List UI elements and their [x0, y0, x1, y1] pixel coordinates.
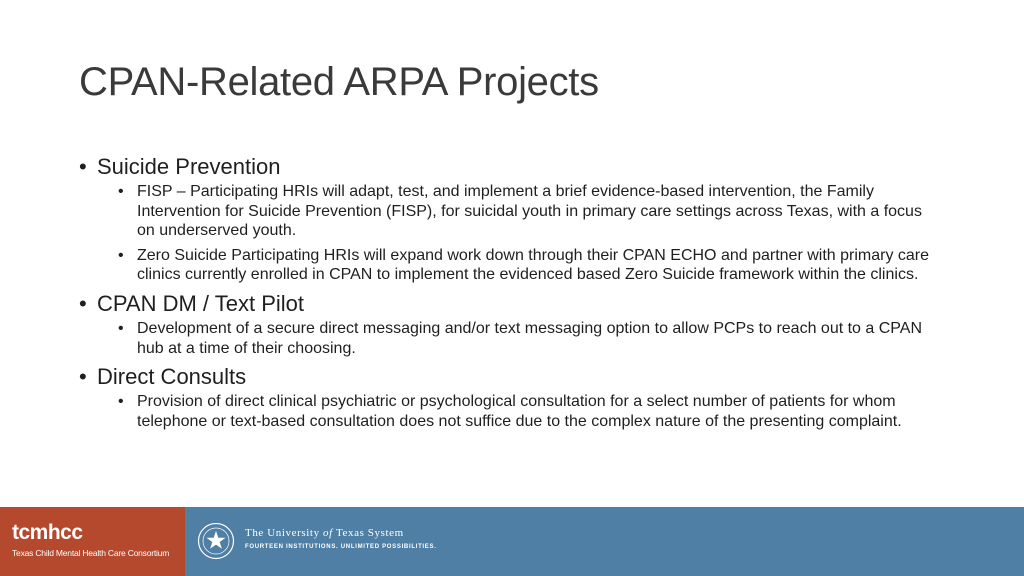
ut-system-name: The University of Texas System — [245, 527, 404, 539]
ut-seal-icon — [197, 522, 235, 560]
slide-content — [79, 154, 959, 436]
slide-title: CPAN-Related ARPA Projects — [79, 60, 599, 104]
ut-system-tagline: FOURTEEN INSTITUTIONS. UNLIMITED POSSIBILITIES. — [245, 544, 437, 550]
bullet-cpan-dm-text-pilot: • CPAN DM / Text Pilot — [79, 291, 959, 317]
ut-system-block — [185, 507, 1024, 576]
cpan-dm-subbullets — [79, 319, 959, 358]
sub-bullet-direct-messaging: • Development of a secure direct messaging and/or text messaging option to allow PCPs to reach out to a CPAN hub at a time of their choosing. — [118, 319, 937, 358]
sub-bullet-direct-consultation: • Provision of direct clinical psychiatric or psychological consultation for a select number of patients for whom telephone or text-based consultation does not suffice due to the complex nature of the presenting complaint. — [118, 392, 937, 431]
bullet-direct-consults: • Direct Consults — [79, 364, 959, 390]
direct-consults-subbullets — [79, 392, 959, 431]
suicide-prevention-subbullets — [79, 182, 959, 285]
tcmhcc-logo-block — [0, 507, 185, 576]
tcmhcc-logo: tcmhcc — [12, 521, 83, 544]
sub-bullet-zero-suicide: • Zero Suicide Participating HRIs will expand work down through their CPAN ECHO and partner with primary care clinics currently enrolled in CPAN to implement the evidenced based Zero Suicide framework within the clinics. — [118, 246, 937, 285]
footer-bar — [0, 507, 1024, 576]
bullet-suicide-prevention: • Suicide Prevention — [79, 154, 959, 180]
tcmhcc-logo-subtitle: Texas Child Mental Health Care Consortium — [12, 548, 170, 558]
sub-bullet-fisp: • FISP – Participating HRIs will adapt, test, and implement a brief evidence-based intervention, the Family Intervention for Suicide Prevention (FISP), for suicidal youth in primary care settings across Texas, with a focus on underserved youth. — [118, 182, 937, 241]
